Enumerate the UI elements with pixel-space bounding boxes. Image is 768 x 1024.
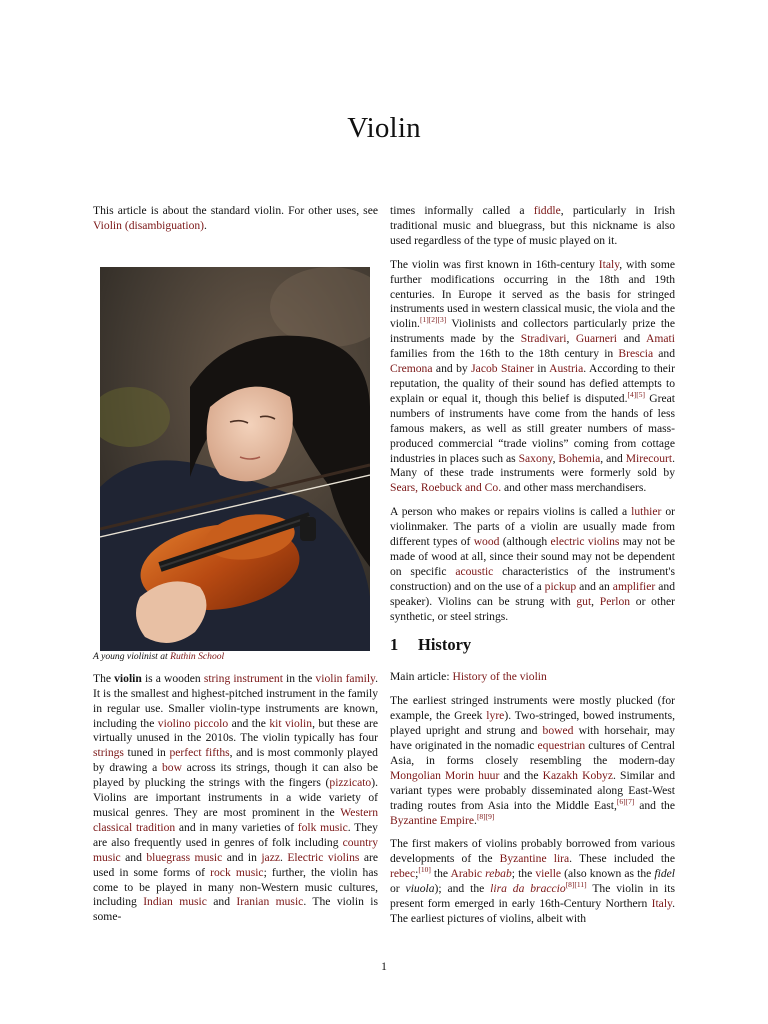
link-austria[interactable]: Austria — [549, 362, 584, 376]
link-strings[interactable]: strings — [93, 746, 124, 760]
fidel-italic: fidel — [654, 867, 675, 881]
right-column — [390, 204, 675, 936]
hatnote: This article is about the standard violin. For other uses, see Violin (disambiguation). — [93, 204, 378, 232]
section-title: History — [418, 635, 472, 655]
link-gut[interactable]: gut — [576, 594, 592, 608]
violinist-photo — [100, 267, 370, 651]
link-morin-huur[interactable]: Mongolian Morin huur — [390, 768, 500, 782]
ref-8-9[interactable]: [8][9] — [476, 811, 495, 821]
link-mirecourt[interactable]: Mirecourt — [625, 451, 673, 465]
violinist-photo-image — [100, 267, 370, 651]
link-lyre[interactable]: lyre — [486, 709, 505, 723]
main-article-note: Main article: History of the violin — [390, 670, 547, 684]
link-electric-violins-2[interactable]: electric violins — [550, 535, 620, 549]
link-rebec[interactable]: rebec — [390, 867, 416, 881]
link-folk-music[interactable]: folk music — [297, 820, 348, 834]
ref-6-7[interactable]: [6][7] — [616, 796, 635, 806]
link-sears-roebuck[interactable]: Sears, Roebuck and Co. — [390, 481, 502, 495]
right-paragraph-3: A person who makes or repairs violins is called a luthier or violinmaker. The parts of a violin are usually made from different types of wood (although electric violins may not be made of wood at all, since their sound may not be dependent on specific acoustic characteristics of the instrument's construction) and on the use of a pickup and an amplifier and speaker). Violins can be strung with gut, Perlon or other synthetic, or steel strings. — [390, 505, 676, 623]
link-bowed[interactable]: bowed — [542, 724, 574, 738]
link-amplifier[interactable]: amplifier — [612, 579, 656, 593]
disambiguation-link[interactable]: Violin (disambiguation) — [93, 218, 205, 232]
link-brescia[interactable]: Brescia — [618, 347, 654, 361]
link-vielle[interactable]: vielle — [535, 867, 562, 881]
link-saxony[interactable]: Saxony — [518, 451, 553, 465]
page-number: 1 — [381, 961, 387, 973]
link-violino-piccolo[interactable]: violino piccolo — [157, 716, 229, 730]
intro-paragraph: The violin is a wooden string instrument in the violin family. It is the smallest and highest-pitched instrument in the family in regular use. Smaller violin-type instruments are known, including the violino piccolo and the kit violin, but these are virtually unused in the 2010s. The violin typically has four strings tuned in perfect fifths, and is most commonly played by drawing a bow across its strings, though it can also be played by plucking the strings with the fingers (pizzicato). Violins are important instruments in a wide variety of musical genres. They are most prominent in the Western classical tradition and in many varieties of folk music. They are also frequently used in genres of folk including country music and bluegrass music and in jazz. Electric violins are used in some forms of rock music; further, the violin has come to be played in many non-Western music cultures, including Indian music and Iranian music. The violin is some- — [93, 671, 378, 924]
link-western-classical[interactable]: Western classical tradition — [93, 805, 378, 834]
link-byzantine-lira[interactable]: Byzantine lira — [499, 852, 570, 866]
link-italy[interactable]: Italy — [598, 257, 620, 271]
ref-1-2-3[interactable]: [1][2][3] — [419, 315, 447, 325]
link-history-of-violin[interactable]: History of the violin — [452, 670, 547, 684]
link-indian-music[interactable]: Indian music — [143, 895, 207, 909]
left-column — [93, 204, 378, 934]
link-arabic-rebab[interactable]: Arabic rebab — [450, 867, 512, 881]
link-bohemia[interactable]: Bohemia — [558, 451, 601, 465]
link-string-instrument[interactable]: string instrument — [203, 671, 283, 685]
right-paragraph-5: The first makers of violins probably borrowed from various developments of the Byzantine lira. These included the rebec;[10] the Arabic rebab; the vielle (also known as the fidel or viuola); and the lira da braccio[8][11] The violin in its present form emerged in early 16th-Century Northern Italy. The earliest pictures of violins, albeit with — [390, 837, 676, 925]
link-luthier[interactable]: luthier — [631, 505, 662, 519]
link-country-music[interactable]: country music — [93, 835, 378, 864]
link-iranian-music[interactable]: Iranian music — [236, 895, 304, 909]
link-kit-violin[interactable]: kit violin — [269, 716, 313, 730]
link-perfect-fifths[interactable]: perfect fifths — [169, 746, 230, 760]
link-kazakh-kobyz[interactable]: Kazakh Kobyz — [542, 768, 613, 782]
history-section-heading — [390, 635, 675, 655]
link-violin-family[interactable]: violin family — [315, 671, 376, 685]
link-stradivari[interactable]: Stradivari — [520, 332, 567, 346]
link-cremona[interactable]: Cremona — [390, 362, 433, 376]
link-equestrian[interactable]: equestrian — [537, 739, 586, 752]
link-bluegrass-music[interactable]: bluegrass music — [146, 850, 223, 864]
ref-10[interactable]: [10] — [418, 865, 431, 875]
ref-4-5[interactable]: [4][5] — [627, 390, 645, 400]
link-perlon[interactable]: Perlon — [599, 594, 631, 608]
link-lira-da-braccio[interactable]: lira da braccio — [490, 882, 566, 896]
viuola-italic: viuola — [405, 882, 435, 896]
link-jacob-stainer[interactable]: Jacob Stainer — [471, 362, 534, 376]
link-italy-2[interactable]: Italy — [651, 897, 673, 911]
right-paragraph-1: times informally called a fiddle, particularly in Irish traditional music and bluegrass, but this nickname is also used regardless of the type of music played on it. — [390, 204, 675, 247]
link-wood[interactable]: wood — [473, 535, 500, 549]
link-amati[interactable]: Amati — [646, 332, 675, 346]
link-acoustic[interactable]: acoustic — [455, 564, 494, 578]
section-number: 1 — [390, 635, 399, 655]
right-paragraph-4: The earliest stringed instruments were mostly plucked (for example, the Greek lyre). Two-stringed, bowed instruments, played upright and strung and bowed with horsehair, may have originated in the nomadic equestrian cultures of Central Asia, in forms closely resembling the modern-day Mongolian Morin huur and the Kazakh Kobyz. Similar and variant types were probably disseminated along East-West trading routes from Asia into the Middle East,[6][7] and the Byzantine Empire.[8][9] — [390, 694, 675, 827]
ruthin-school-link[interactable]: Ruthin School — [170, 650, 225, 662]
link-pizzicato[interactable]: pizzicato — [329, 776, 372, 790]
link-jazz[interactable]: jazz — [261, 850, 280, 864]
right-paragraph-2: The violin was first known in 16th-century Italy, with some further modifications occurring in the 18th and 19th centuries. In Europe it served as the basis for stringed instruments used in western classical music, the viola and the violin.[1][2][3] Violinists and collectors particularly prize the instruments made by the Stradivari, Guarneri and Amati families from the 16th to the 18th century in Brescia and Cremona and by Jacob Stainer in Austria. According to their reputation, the quality of their sound has defied attempts to explain or equal it, though this belief is disputed.[4][5] Great numbers of instruments have come from the hands of less famous makers, as well as still greater numbers of mass-produced commercial “trade violins” coming from cottage industries in places such as Saxony, Bohemia, and Mirecourt. Many of these trade instruments were formerly sold by Sears, Roebuck and Co. and other mass merchandisers. — [390, 257, 676, 495]
page-title: Violin — [347, 112, 421, 144]
link-guarneri[interactable]: Guarneri — [575, 332, 618, 346]
link-rock-music[interactable]: rock music — [210, 865, 264, 879]
link-electric-violins[interactable]: Electric violins — [287, 850, 360, 864]
link-pickup[interactable]: pickup — [544, 579, 577, 593]
link-byzantine-empire[interactable]: Byzantine Empire — [390, 813, 475, 827]
ref-8-11[interactable]: [8][11] — [565, 880, 587, 890]
photo-caption: A young violinist at Ruthin School — [93, 650, 225, 662]
link-fiddle[interactable]: fiddle — [533, 204, 561, 217]
violin-bold: violin — [114, 671, 142, 685]
link-bow[interactable]: bow — [161, 761, 182, 775]
